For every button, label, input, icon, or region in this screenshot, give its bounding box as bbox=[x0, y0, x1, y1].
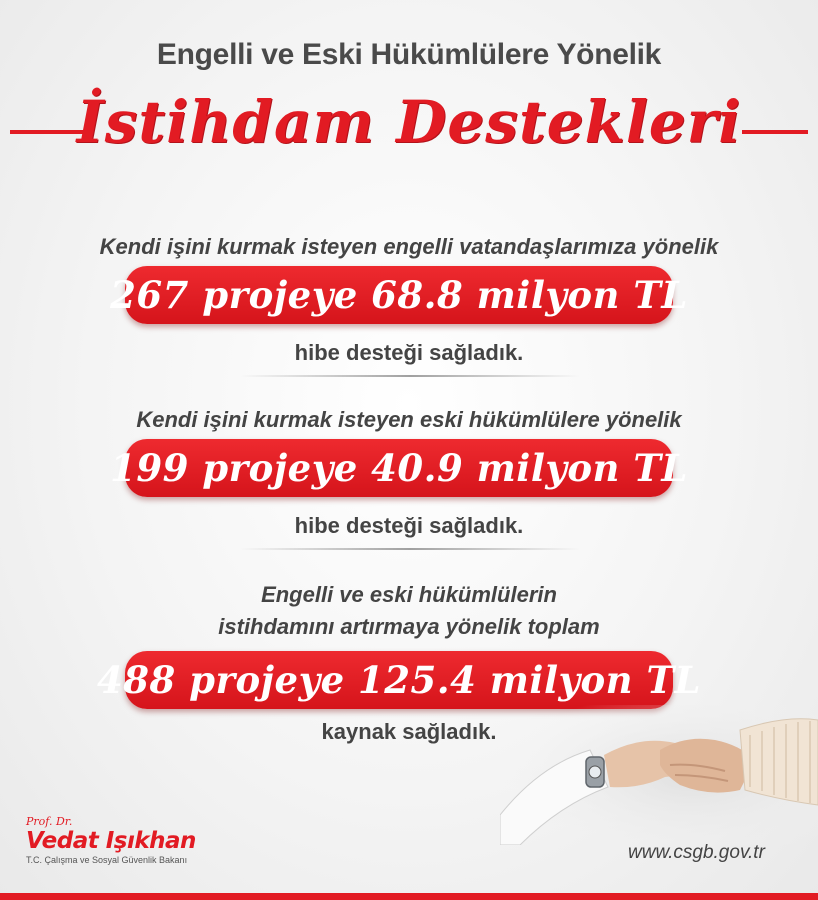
section-3-outro: kaynak sağladık. bbox=[321, 719, 497, 744]
section-3-highlight: 488 projeye 125.4 milyon TL bbox=[96, 658, 702, 702]
section-3-highlight-pill bbox=[96, 651, 702, 709]
section-1-highlight: 267 projeye 68.8 milyon TL bbox=[110, 273, 688, 317]
section-3-intro-line-1: Engelli ve eski hükümlülerin bbox=[261, 582, 557, 607]
page-title: İstihdam Destekleri bbox=[76, 88, 742, 156]
section-1-divider bbox=[240, 375, 580, 377]
section-1-intro: Kendi işini kurmak isteyen engelli vatandaşlarımıza yönelik bbox=[99, 234, 719, 259]
section-1-highlight-pill bbox=[110, 266, 688, 324]
subtitle: Engelli ve Eski Hükümlülere Yönelik bbox=[156, 38, 662, 71]
bottom-bar bbox=[0, 893, 818, 900]
section-1-outro: hibe desteği sağladık. bbox=[294, 340, 524, 365]
signature bbox=[26, 816, 196, 866]
section-3-intro-line-2: istihdamını artırmaya yönelik toplam bbox=[218, 614, 600, 639]
signature-title: Prof. Dr. bbox=[26, 815, 73, 828]
section-2-intro: Kendi işini kurmak isteyen eski hükümlülere yönelik bbox=[136, 407, 682, 432]
section-2-divider bbox=[240, 548, 580, 550]
handshake-icon bbox=[500, 705, 818, 845]
signature-name: Vedat Işıkhan bbox=[26, 828, 196, 854]
section-2-outro: hibe desteği sağladık. bbox=[294, 513, 524, 538]
website-link[interactable]: www.csgb.gov.tr bbox=[628, 842, 765, 863]
signature-role: T.C. Çalışma ve Sosyal Güvenlik Bakanı bbox=[26, 855, 188, 865]
section-2-highlight: 199 projeye 40.9 milyon TL bbox=[110, 446, 688, 490]
section-2-highlight-pill bbox=[110, 439, 688, 497]
